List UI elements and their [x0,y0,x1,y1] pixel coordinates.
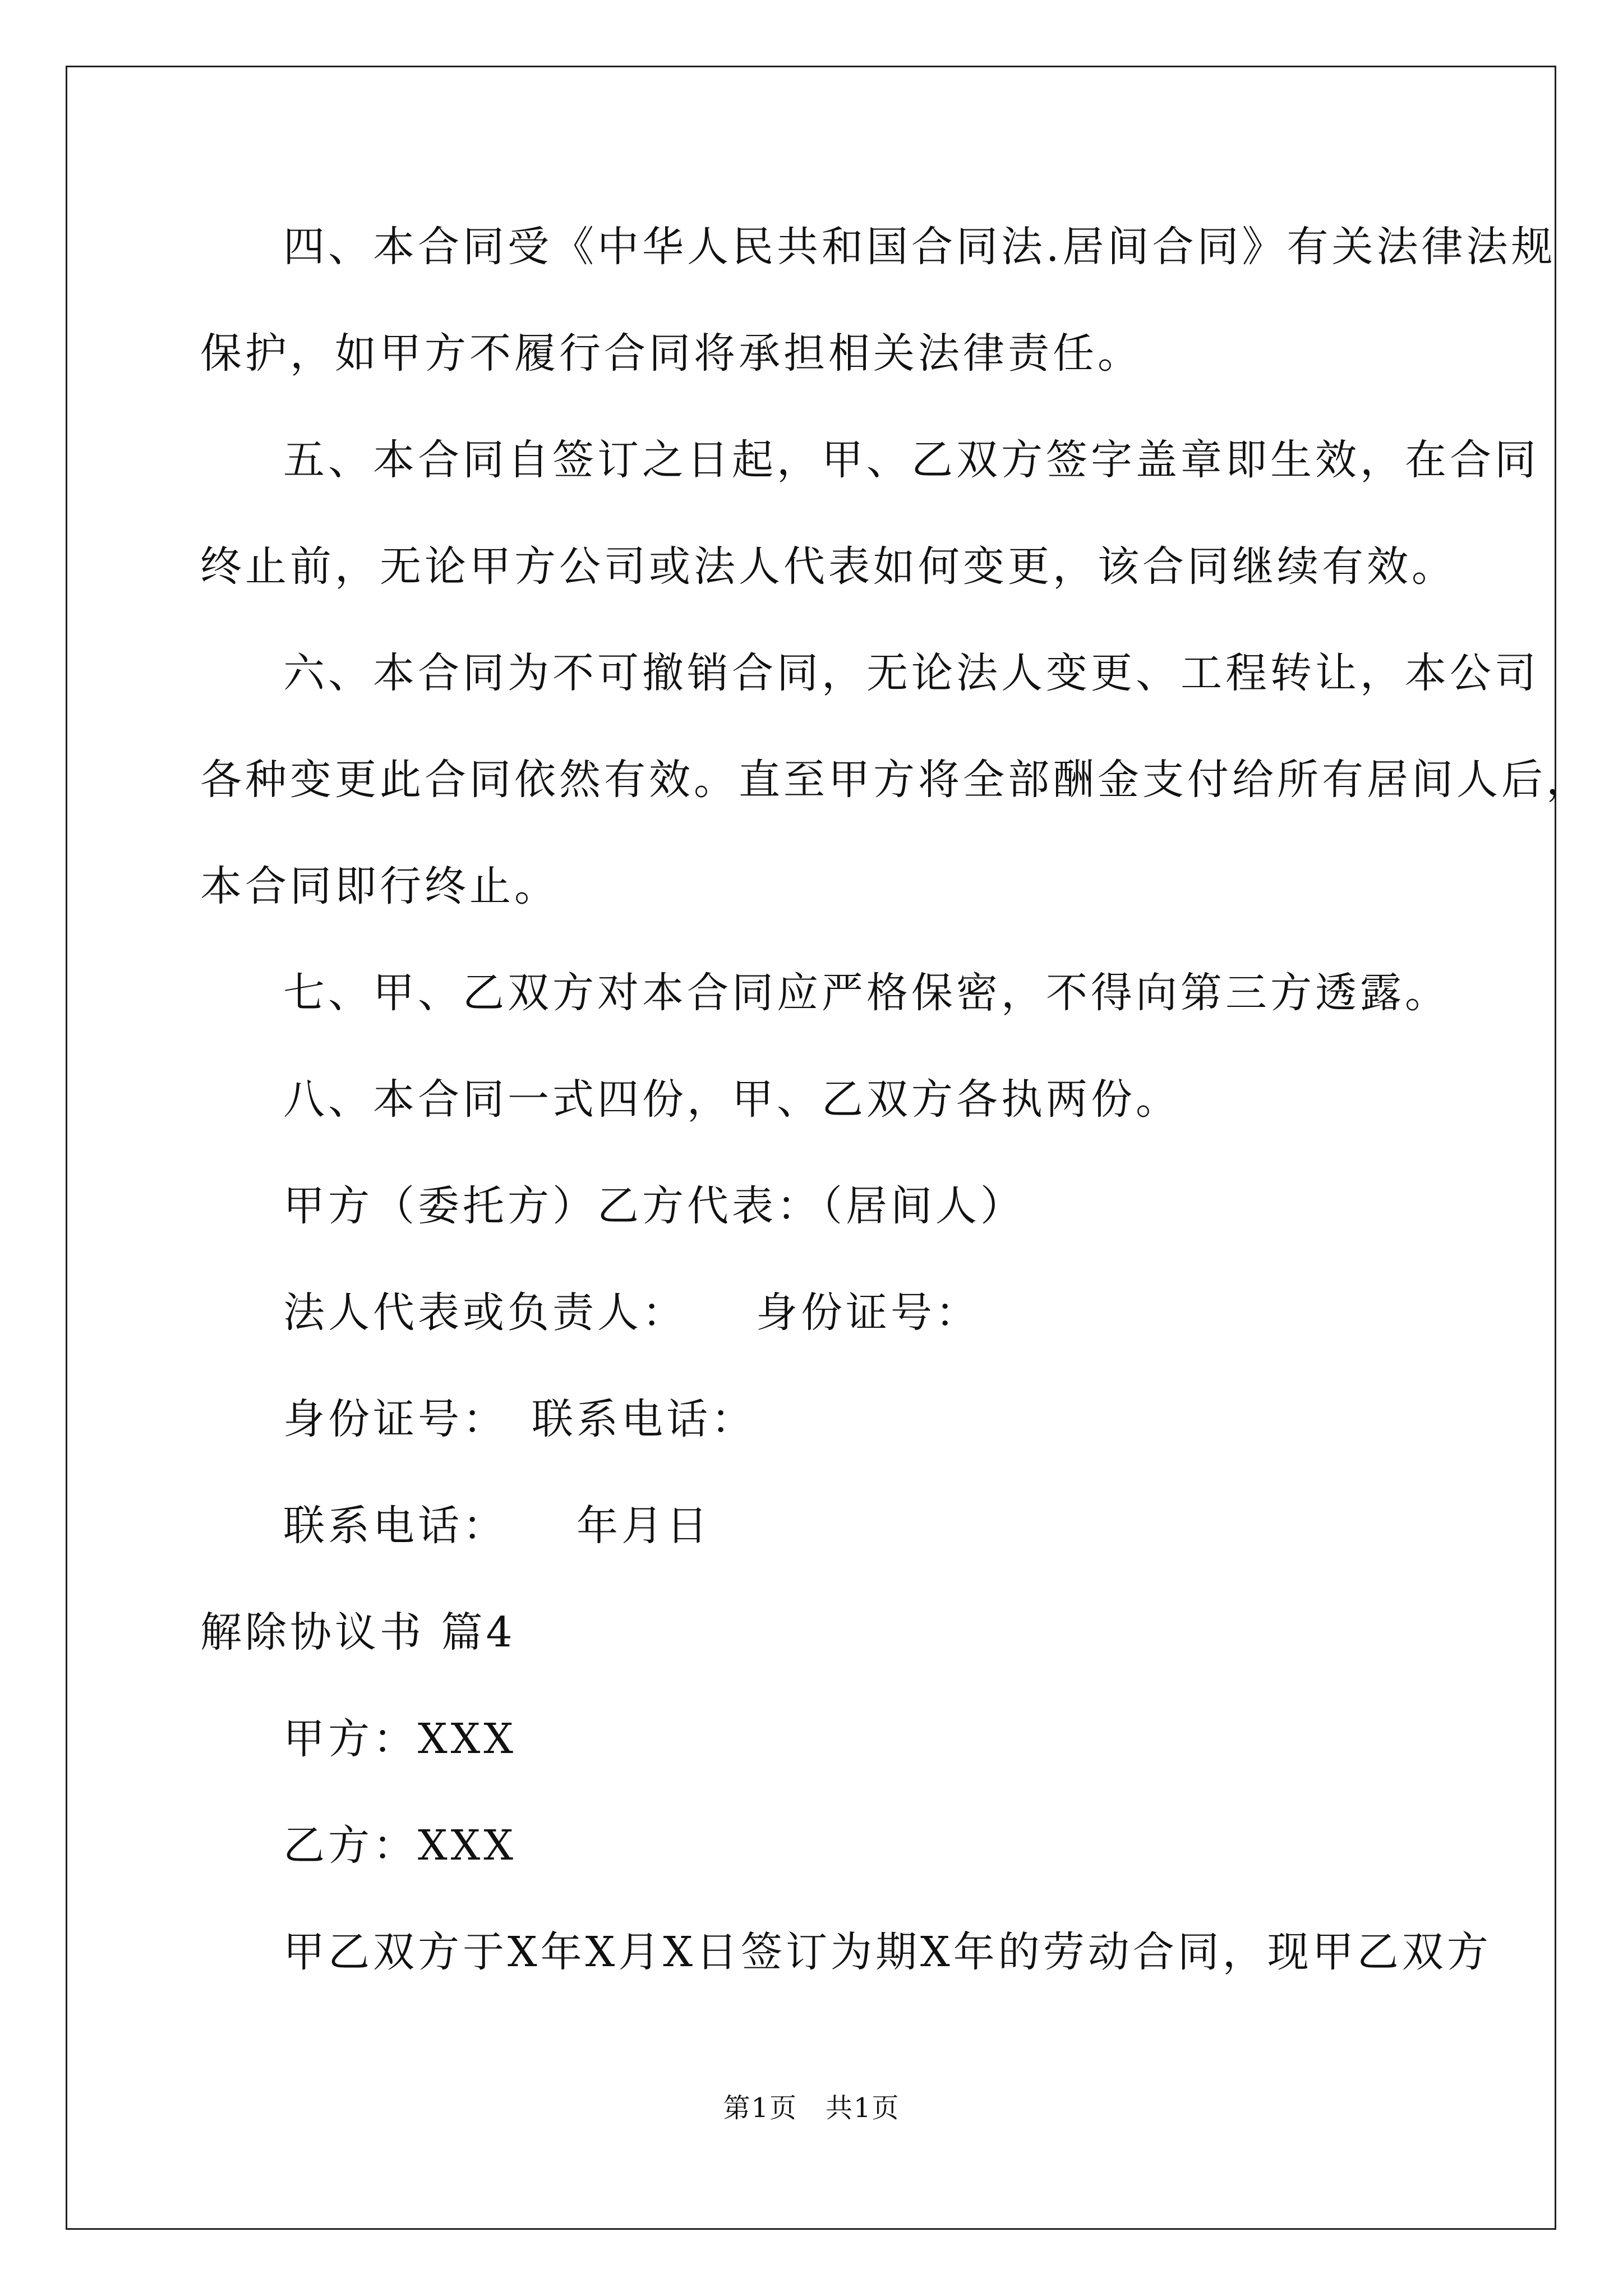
clause-5-line-2: 终止前，无论甲方公司或法人代表如何变更，该合同继续有效。 [200,542,1456,591]
clause-7: 七、甲、乙双方对本合同应严格保密，不得向第三方透露。 [283,969,1450,1017]
clause-8: 八、本合同一式四份，甲、乙双方各执两份。 [283,1075,1181,1124]
clause-6-line-3: 本合同即行终止。 [200,862,559,910]
clause-4-line-1: 四、本合同受《中华人民共和国合同法.居间合同》有关法律法规 [283,223,1556,271]
clause-5-line-1: 五、本合同自签订之日起，甲、乙双方签字盖章即生效，在合同 [283,436,1539,484]
page-footer: 第1页 共1页 [723,2092,900,2124]
party-a-line: 甲方：XXX [283,1715,517,1763]
section-heading: 解除协议书 篇4 [200,1608,516,1657]
signature-id-line: 身份证号： 联系电话： [283,1395,756,1443]
signature-phone-date-line: 联系电话： 年月日 [283,1502,711,1550]
page-border [66,66,1556,2230]
signature-party-line: 甲方（委托方）乙方代表：（居间人） [283,1182,1025,1230]
party-b-line: 乙方：XXX [283,1821,517,1870]
clause-6-line-2: 各种变更此合同依然有效。直至甲方将全部酬金支付给所有居间人后， [200,756,1591,804]
clause-4-line-2: 保护，如甲方不履行合同将承担相关法律责任。 [200,329,1142,378]
signature-representative-line: 法人代表或负责人： 身份证号： [283,1289,980,1337]
agreement-intro-line: 甲乙双方于X年X月X日签订为期X年的劳动合同，现甲乙双方 [283,1928,1492,1976]
clause-6-line-1: 六、本合同为不可撤销合同，无论法人变更、工程转让，本公司 [283,649,1539,697]
